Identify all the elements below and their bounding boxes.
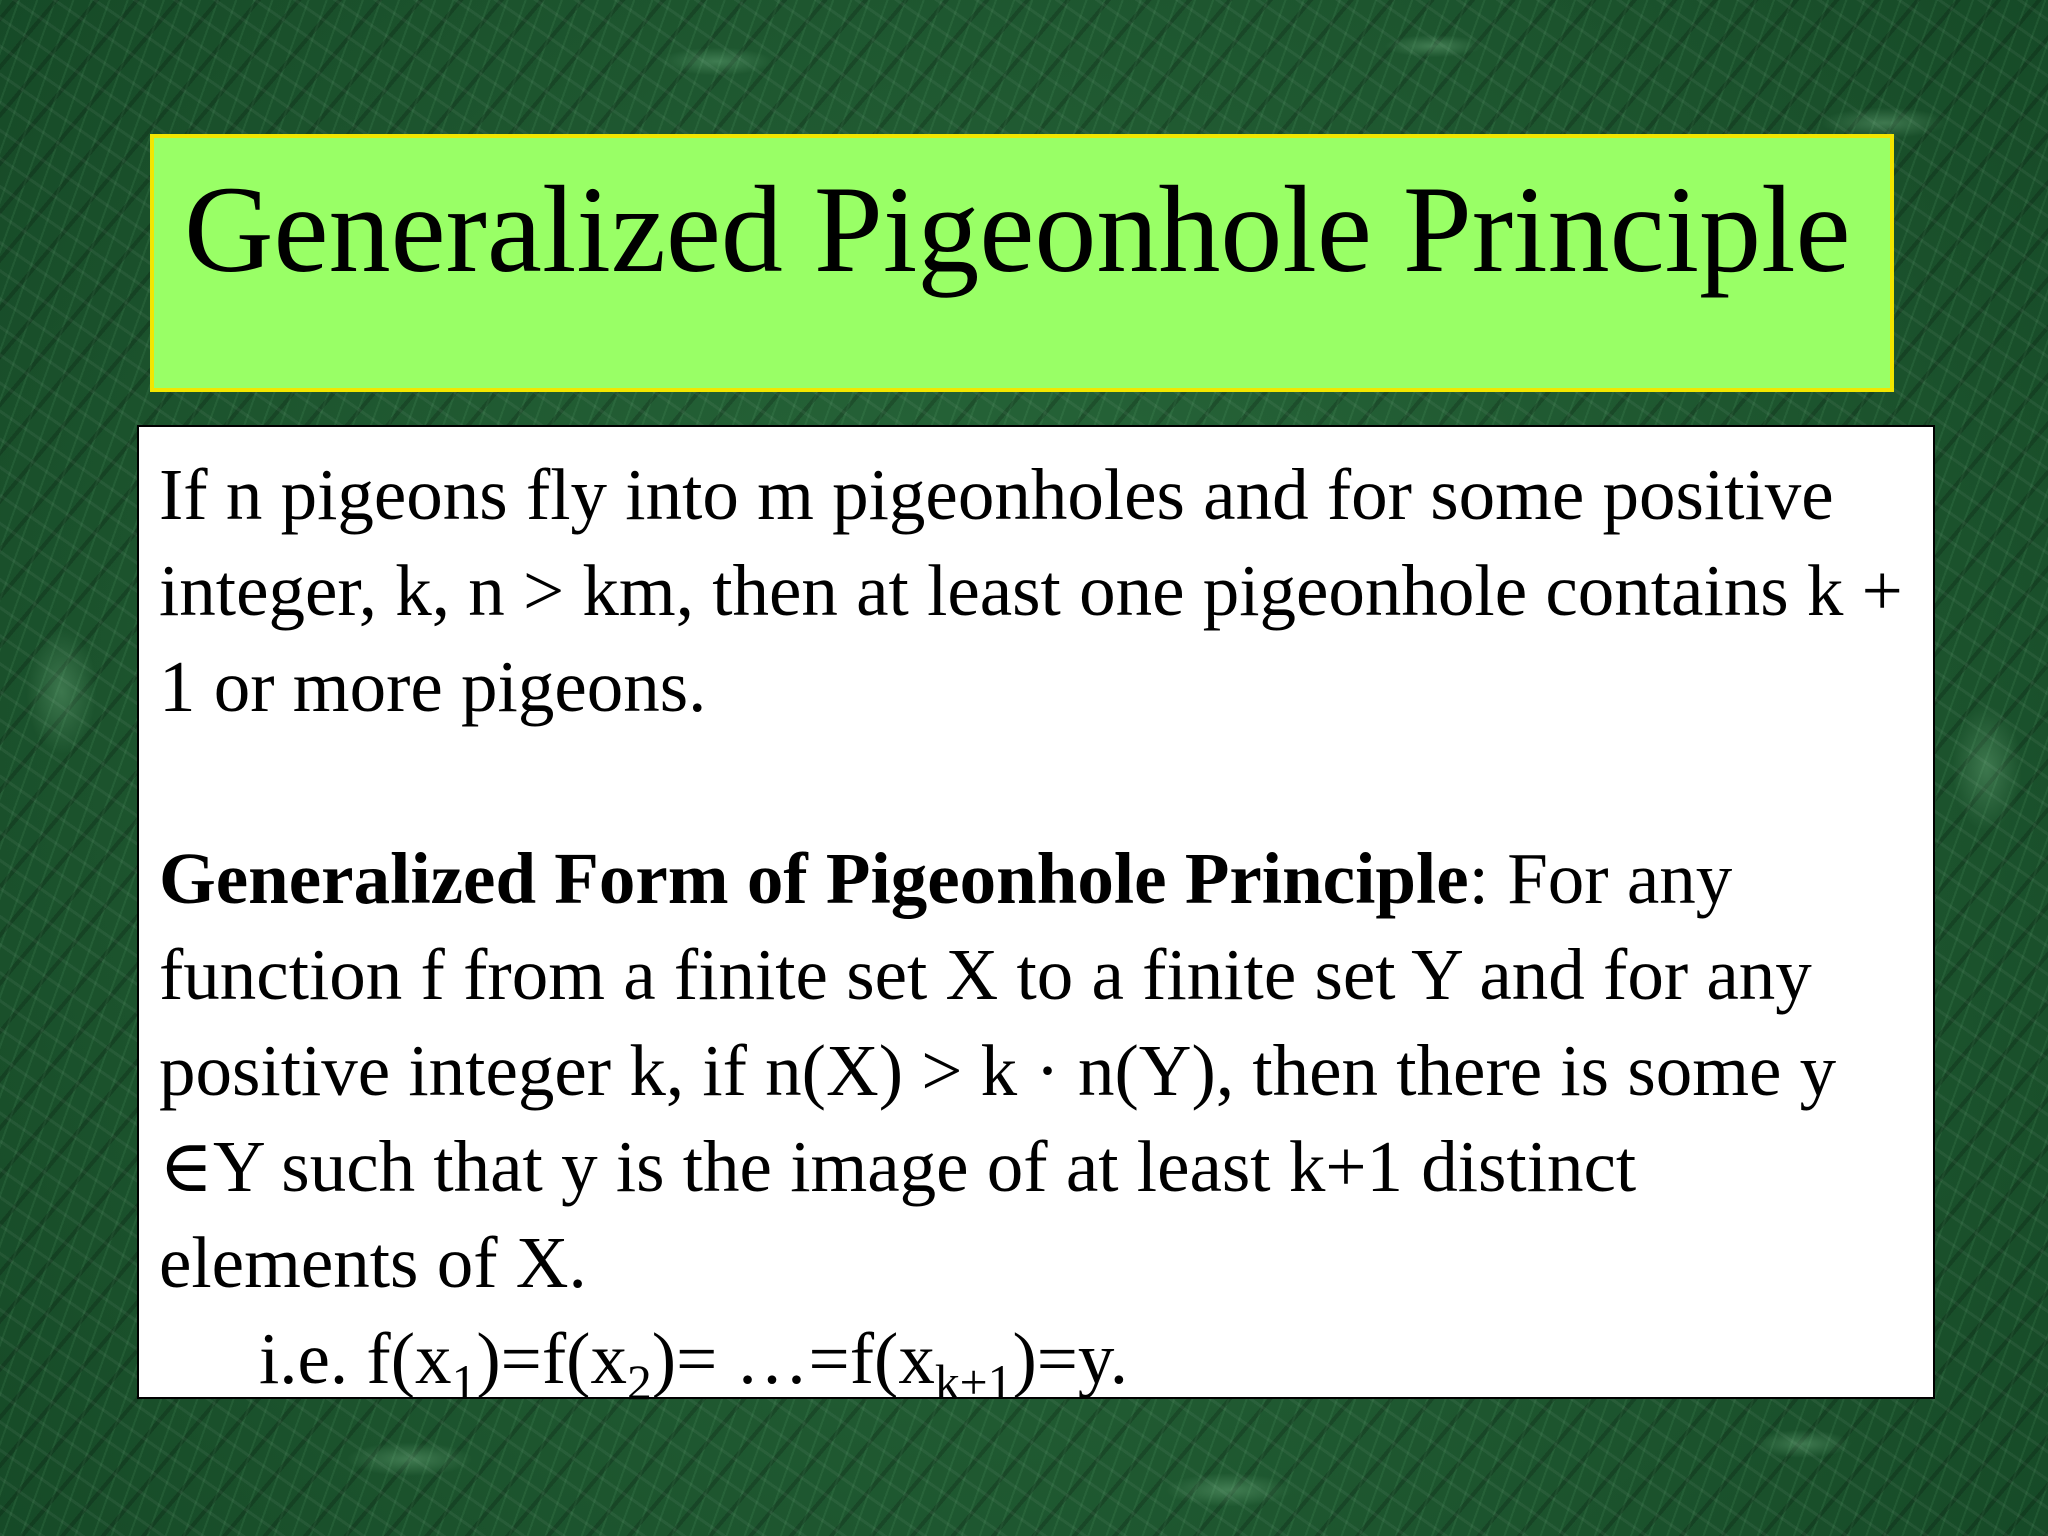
generalized-form-paragraph: [159, 831, 1913, 1311]
formula-subscript-1: 1: [451, 1354, 477, 1410]
formula-part-1: i.e. f(x: [259, 1318, 452, 1399]
formula-part-2: )=f(x: [476, 1318, 627, 1399]
title-box: [150, 134, 1894, 392]
formula-part-3: )= …=f(x: [651, 1318, 935, 1399]
formula-subscript-2: 2: [626, 1354, 652, 1410]
formula-line: [159, 1311, 1913, 1410]
content-box: [137, 425, 1935, 1410]
paragraph-spacer: [159, 735, 1913, 831]
generalized-form-heading: Generalized Form of Pigeonhole Principle: [159, 838, 1469, 919]
generalized-form-text: : For any function f from a finite set X to a finite set Y and for any positive integer k, if n(X) > k · n(Y), then there is some y ∈Y such that y is the image of at least k+1 distinct elements of X.: [159, 838, 1837, 1303]
pigeonhole-statement: If n pigeons fly into m pigeonholes and for some positive integer, k, n > km, then at least one pigeonhole contains k + 1 or more pigeons.: [159, 454, 1903, 727]
formula-part-4: )=y.: [1012, 1318, 1128, 1399]
formula-subscript-k-plus-1: k+1: [934, 1354, 1013, 1410]
slide-title: Generalized Pigeonhole Principle: [184, 161, 1851, 298]
